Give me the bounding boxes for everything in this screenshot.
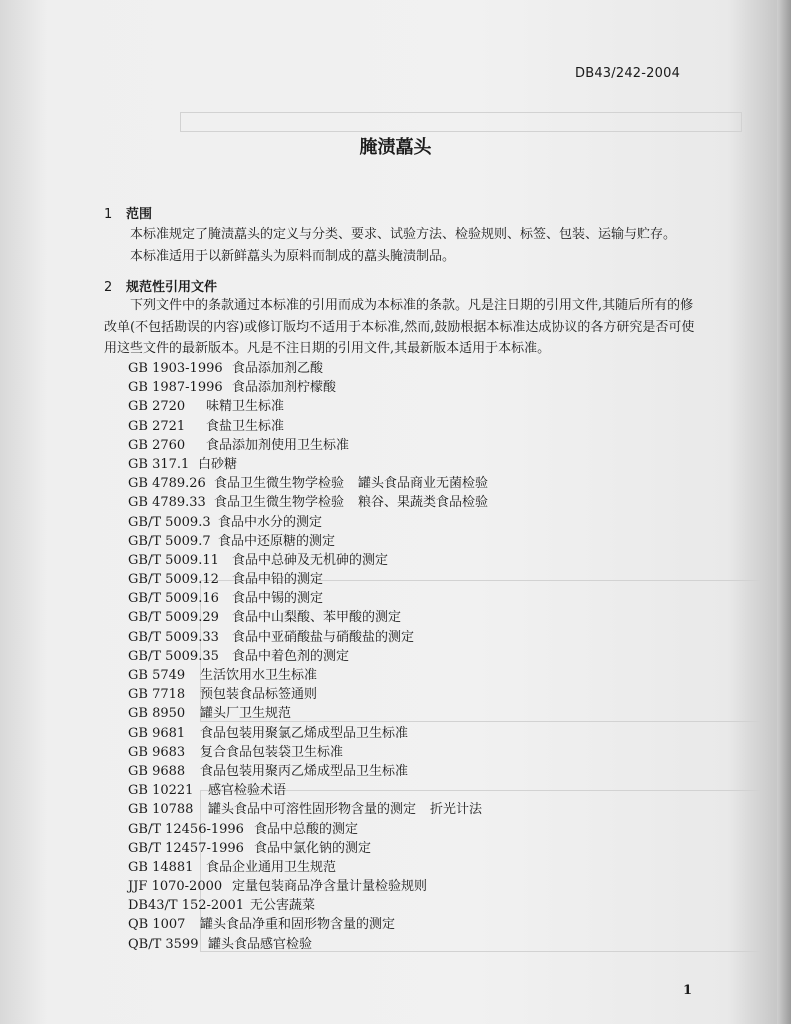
section-scope-body: [104, 224, 704, 267]
reference-item: [128, 628, 488, 647]
reference-subtitle: 罐头食品商业无菌检验: [358, 476, 489, 492]
reference-title: 食品添加剂乙酸: [232, 361, 324, 376]
reference-code: GB 4789.26: [128, 476, 206, 492]
reference-item: [128, 915, 488, 934]
reference-title: 预包装食品标签通则: [200, 687, 318, 703]
reference-title: 食品中水分的测定: [218, 514, 323, 530]
reference-item: [128, 685, 488, 704]
reference-item: [128, 359, 488, 378]
reference-title: 定量包装商品净含量计量检验规则: [232, 879, 428, 895]
bleed-through-table: [180, 112, 742, 132]
reference-title: 食品包装用聚氯乙烯成型品卫生标准: [200, 725, 409, 741]
reference-item: [128, 704, 488, 723]
reference-item: [128, 455, 488, 474]
reference-code: GB 2720: [128, 399, 186, 415]
reference-code: QB 1007: [128, 917, 186, 933]
reference-list: [128, 359, 488, 954]
reference-code: GB 9688: [128, 763, 186, 779]
reference-code: GB 7718: [128, 687, 186, 703]
reference-title: 食品中锡的测定: [232, 591, 324, 607]
reference-item: [128, 397, 488, 416]
reference-item: [128, 858, 488, 877]
reference-title: 食品中铅的测定: [232, 572, 324, 588]
reference-item: [128, 608, 488, 627]
reference-item: [128, 532, 488, 551]
reference-item: [128, 666, 488, 685]
section-heading-text: 范围: [126, 207, 153, 222]
reference-title: 食品中总酸的测定: [254, 821, 359, 837]
section-heading-scope: [104, 203, 152, 222]
document-title: 腌渍藠头: [359, 137, 432, 158]
reference-code: GB 2760: [128, 437, 186, 453]
reference-code: GB/T 5009.33: [128, 629, 219, 645]
reference-item: [128, 800, 488, 819]
reference-item: [128, 647, 488, 666]
reference-title: 食品中总砷及无机砷的测定: [232, 552, 389, 568]
reference-title: 复合食品包装袋卫生标准: [200, 744, 344, 760]
reference-item: [128, 762, 488, 781]
reference-title: 味精卫生标准: [206, 399, 285, 415]
reference-code: GB/T 5009.7: [128, 533, 211, 549]
page-number: 1: [683, 983, 693, 998]
reference-title: 食盐卫生标准: [206, 418, 285, 434]
reference-item: [128, 877, 488, 896]
reference-code: GB 1903-1996: [128, 361, 223, 376]
reference-title: 食品中氯化钠的测定: [254, 840, 372, 856]
standard-code: DB43/242-2004: [575, 66, 681, 81]
reference-code: GB/T 5009.35: [128, 648, 219, 664]
reference-title: 生活饮用水卫生标准: [200, 668, 318, 683]
reference-code: GB/T 5009.3: [128, 514, 211, 530]
reference-item: [128, 820, 488, 839]
reference-code: GB 10788: [128, 802, 194, 818]
reference-title: 感官检验术语: [208, 783, 287, 799]
reference-code: GB 10221: [128, 783, 194, 799]
reference-code: GB/T 5009.12: [128, 572, 219, 588]
reference-code: GB/T 5009.11: [128, 552, 219, 568]
reference-code: GB 9681: [128, 725, 186, 741]
reference-title: 食品卫生微生物学检验: [214, 495, 345, 511]
reference-title: 罐头食品净重和固形物含量的测定: [200, 917, 396, 933]
reference-code: GB 8950: [128, 706, 186, 722]
section-heading-text: 规范性引用文件: [126, 280, 218, 295]
section-heading-references: [104, 276, 217, 295]
reference-code: GB/T 12457-1996: [128, 840, 244, 856]
section-references-intro: [104, 295, 704, 360]
section-number: 1: [104, 207, 113, 222]
reference-item: [128, 935, 488, 954]
paragraph: 下列文件中的条款通过本标准的引用而成为本标准的条款。凡是注日期的引用文件,其随后所有的修改单(不包括勘误的内容)或修订版均不适用于本标准,然而,鼓励根据本标准达成协议的各方研究是否可使用这些文件的最新版本。凡是不注日期的引用文件,其最新版本适用于本标准。: [104, 298, 695, 356]
reference-title: 罐头食品感官检验: [208, 936, 313, 952]
reference-item: [128, 896, 488, 915]
reference-item: [128, 589, 488, 608]
reference-code: GB 14881: [128, 859, 194, 875]
reference-item: [128, 781, 488, 800]
reference-code: GB/T 12456-1996: [128, 821, 244, 837]
reference-code: GB 4789.33: [128, 495, 206, 511]
reference-title: 食品添加剂柠檬酸: [232, 380, 337, 396]
reference-code: GB 9683: [128, 744, 186, 760]
reference-title: 罐头厂卫生规范: [200, 706, 292, 722]
reference-code: GB 1987-1996: [128, 380, 223, 396]
reference-item: [128, 839, 488, 858]
reference-title: 食品卫生微生物学检验: [214, 476, 345, 492]
reference-title: 无公害蔬菜: [250, 898, 316, 914]
paragraph: 本标准规定了腌渍藠头的定义与分类、要求、试验方法、检验规则、标签、包装、运输与贮存。: [130, 227, 677, 242]
reference-code: GB 317.1: [128, 456, 190, 472]
section-number: 2: [104, 280, 113, 295]
reference-title: 白砂糖: [198, 456, 238, 472]
reference-code: QB/T 3599: [128, 936, 199, 952]
reference-item: [128, 513, 488, 532]
reference-item: [128, 378, 488, 397]
reference-code: JJF 1070-2000: [128, 879, 223, 895]
reference-item: [128, 436, 488, 455]
reference-code: GB 5749: [128, 668, 186, 683]
reference-item: [128, 724, 488, 743]
reference-title: 食品包装用聚丙乙烯成型品卫生标准: [200, 763, 409, 779]
reference-code: DB43/T 152-2001: [128, 898, 244, 914]
reference-item: [128, 570, 488, 589]
reference-title: 食品中山梨酸、苯甲酸的测定: [232, 610, 402, 626]
reference-item: [128, 743, 488, 762]
reference-item: [128, 551, 488, 570]
reference-item: [128, 474, 488, 493]
reference-title: 食品企业通用卫生规范: [206, 859, 337, 875]
reference-code: GB/T 5009.29: [128, 610, 219, 626]
reference-item: [128, 493, 488, 512]
reference-title: 食品中还原糖的测定: [218, 533, 336, 549]
reference-title: 食品中亚硝酸盐与硝酸盐的测定: [232, 629, 415, 645]
reference-subtitle: 粮谷、果蔬类食品检验: [358, 495, 489, 511]
paragraph: 本标准适用于以新鲜藠头为原料而制成的藠头腌渍制品。: [130, 248, 456, 264]
reference-title: 罐头食品中可溶性固形物含量的测定: [208, 802, 417, 818]
reference-code: GB 2721: [128, 418, 186, 434]
reference-title: 食品中着色剂的测定: [232, 648, 350, 664]
reference-title: 食品添加剂使用卫生标准: [206, 437, 350, 453]
reference-subtitle: 折光计法: [430, 802, 483, 818]
reference-code: GB/T 5009.16: [128, 591, 219, 607]
reference-item: [128, 417, 488, 436]
